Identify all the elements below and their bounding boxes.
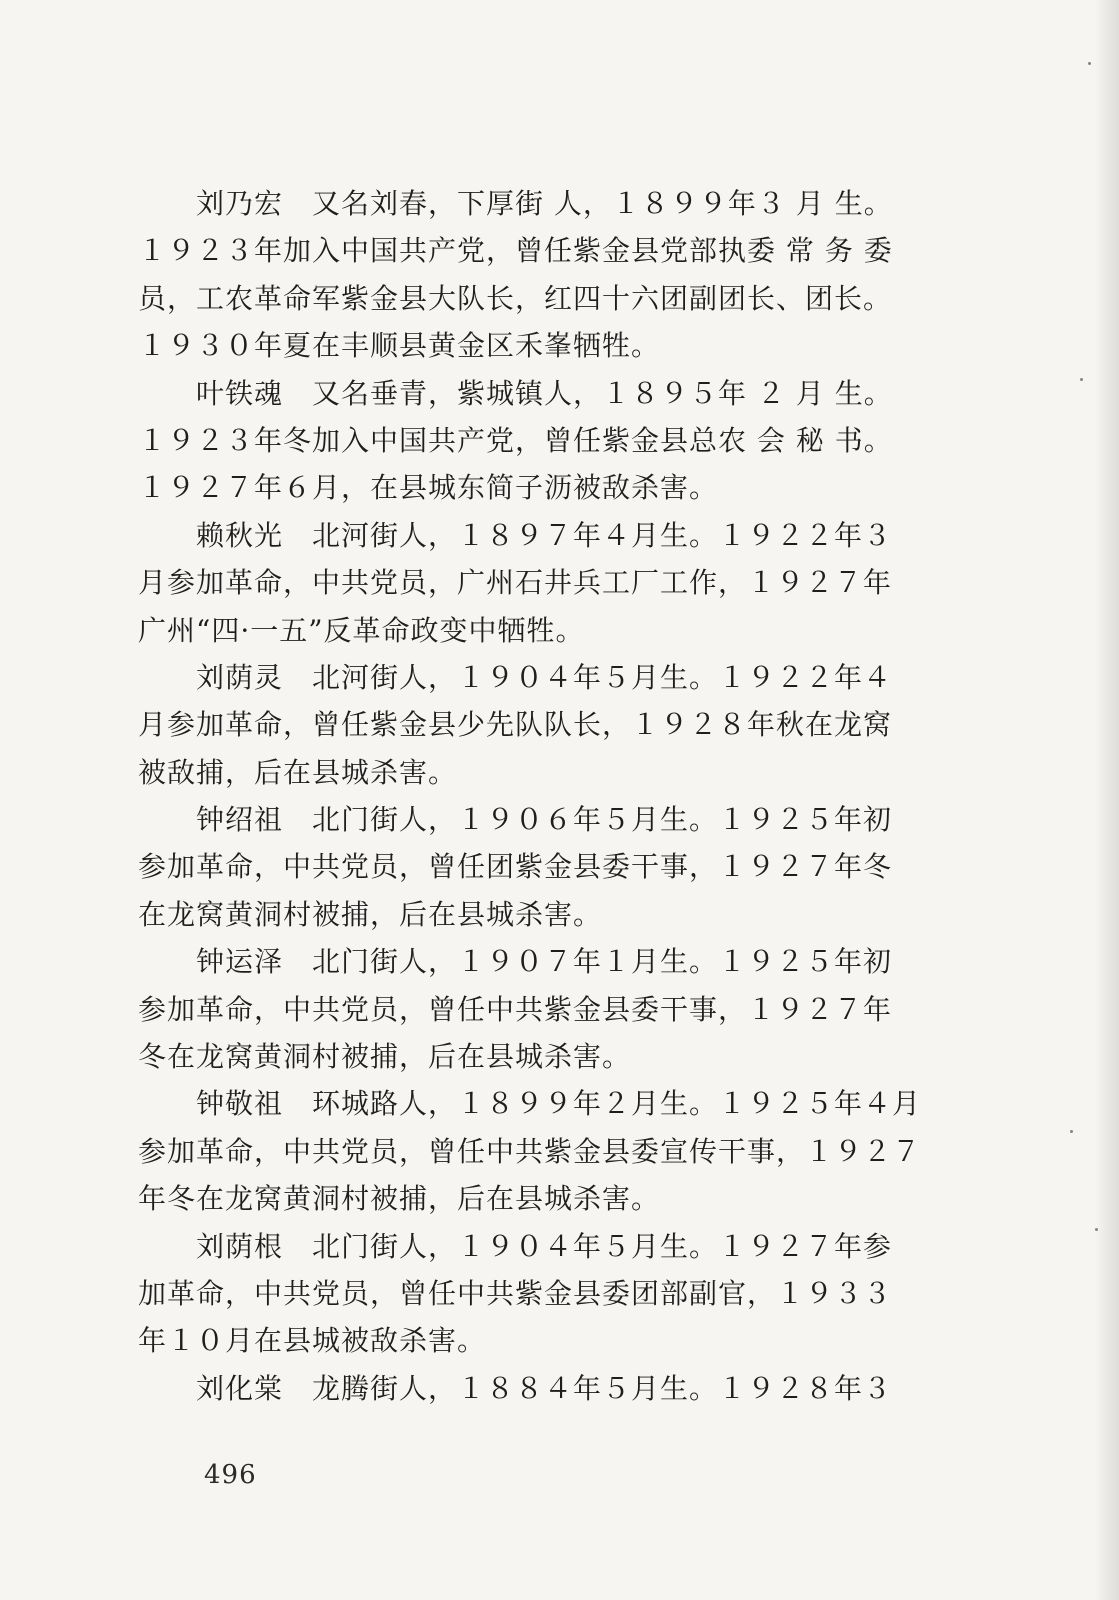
text-line: 年冬在龙窝黄洞村被捕，后在县城杀害。: [138, 1182, 661, 1216]
scan-speck: [1070, 1130, 1073, 1133]
text-line: 刘乃宏 又名刘春，下厚街 人，１８９９年３ 月 生。: [196, 187, 893, 220]
text-line: 月参加革命，中共党员，广州石井兵工厂工作，１９２７年: [138, 566, 893, 600]
scan-speck: [1095, 1228, 1098, 1231]
text-line: 钟运泽 北门街人，１９０７年１月生。１９２５年初: [196, 945, 893, 979]
text-line: １９２３年冬加入中国共产党，曾任紫金县总农 会 秘 书。: [138, 423, 893, 457]
text-line: 参加革命，中共党员，曾任团紫金县委干事，１９２７年冬: [138, 850, 893, 884]
text-line: 广州“四·一五”反革命政变中牺牲。: [138, 613, 585, 647]
text-line: 年１０月在县城被敌杀害。: [138, 1324, 487, 1358]
text-line: 钟绍祖 北门街人，１９０６年５月生。１９２５年初: [196, 803, 893, 837]
text-line: １９２３年加入中国共产党，曾任紫金县党部执委 常 务 委: [138, 234, 893, 268]
text-line: 在龙窝黄洞村被捕，后在县城杀害。: [138, 897, 603, 931]
body-text: [138, 180, 990, 1412]
text-line: 员，工农革命军紫金县大队长，红四十六团副团长、团长。: [138, 281, 893, 315]
text-line: 刘荫根 北门街人，１９０４年５月生。１９２７年参: [196, 1229, 893, 1263]
scan-speck: [1080, 378, 1083, 381]
text-line: 刘化棠 龙腾街人，１８８４年５月生。１９２８年３: [196, 1371, 893, 1405]
scan-speck: [1088, 62, 1091, 65]
page-edge-shadow: [1095, 0, 1119, 1600]
text-line: 叶铁魂 又名垂青，紫城镇人，１８９５年 ２ 月 生。: [196, 376, 893, 410]
text-line: 钟敬祖 环城路人，１８９９年２月生。１９２５年４月: [196, 1087, 922, 1121]
page-number: 496: [204, 1460, 257, 1490]
text-line: 刘荫灵 北河街人，１９０４年５月生。１９２２年４: [196, 660, 893, 694]
text-line: 参加革命，中共党员，曾任中共紫金县委干事，１９２７年: [138, 992, 893, 1026]
text-line: 赖秋光 北河街人，１８９７年４月生。１９２２年３: [196, 518, 893, 552]
text-line: 冬在龙窝黄洞村被捕，后在县城杀害。: [138, 1040, 632, 1074]
text-line: 加革命，中共党员，曾任中共紫金县委团部副官，１９３３: [138, 1276, 893, 1310]
text-line: 月参加革命，曾任紫金县少先队队长，１９２８年秋在龙窝: [138, 708, 893, 742]
text-line: 被敌捕，后在县城杀害。: [138, 755, 458, 789]
text-line: １９３０年夏在丰顺县黄金区禾峯牺牲。: [138, 329, 661, 363]
text-line: 参加革命，中共党员，曾任中共紫金县委宣传干事，１９２７: [138, 1134, 922, 1168]
text-line: １９２７年６月，在县城东简子沥被敌杀害。: [138, 471, 719, 505]
